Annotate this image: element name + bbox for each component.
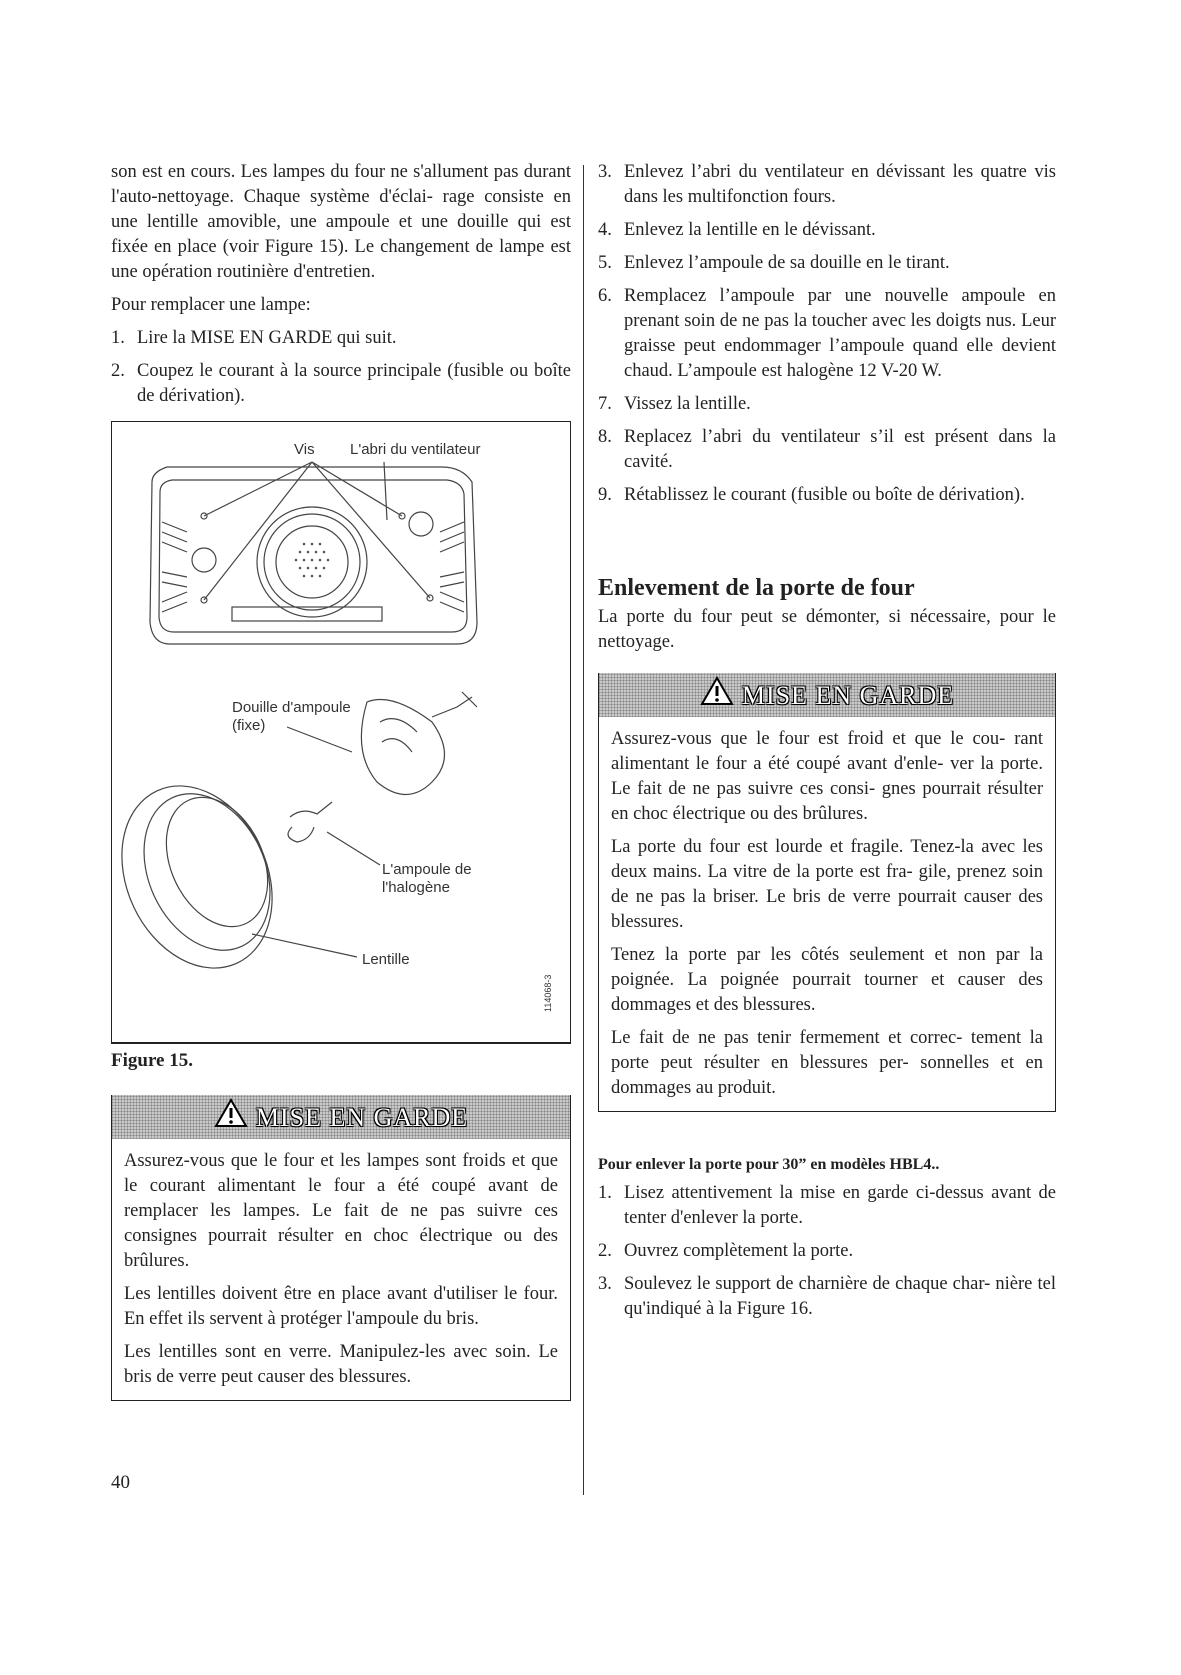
step-text: Enlevez l’abri du ventilateur en dévissant les quatre vis dans les multifonction fours. bbox=[624, 162, 1056, 207]
step-text: Enlevez l’ampoule de sa douille en le tirant. bbox=[624, 253, 950, 273]
step-text: Replacez l’abri du ventilateur s’il est présent dans la cavité. bbox=[624, 427, 1056, 472]
step-number: 3. bbox=[598, 1274, 612, 1294]
step-number: 3. bbox=[598, 162, 612, 182]
door-steps-list bbox=[598, 1181, 1056, 1322]
warning-title: MISE EN GARDE bbox=[255, 1102, 469, 1132]
step-number: 5. bbox=[598, 253, 612, 273]
step-number: 1. bbox=[111, 328, 125, 348]
lamp-steps-continued-list bbox=[598, 160, 1056, 508]
warning-banner bbox=[599, 673, 1055, 717]
warning-body bbox=[112, 1139, 570, 1400]
list-item bbox=[598, 1272, 1056, 1322]
page-number: 40 bbox=[111, 1472, 130, 1493]
label-bulb-2: l'halogène bbox=[382, 879, 450, 896]
label-bulb-1: L'ampoule de bbox=[382, 861, 472, 878]
warning-paragraph: Les lentilles sont en verre. Manipulez-les avec soin. Le bris de verre peut causer des blessures. bbox=[124, 1342, 558, 1387]
figure-caption: Figure 15. bbox=[111, 1050, 193, 1071]
part-number: 114068-3 bbox=[543, 974, 553, 1012]
list-item bbox=[598, 1181, 1056, 1231]
warning-title: MISE EN GARDE bbox=[741, 680, 955, 710]
figure-15-box bbox=[111, 421, 571, 1044]
step-text: Soulevez le support de charnière de chaque char- nière tel qu'indiqué à la Figure 16. bbox=[624, 1274, 1056, 1319]
warning-paragraph: Le fait de ne pas tenir fermement et correc- tement la porte peut résulter en blessures per- sonnelles et en dommages au produit. bbox=[611, 1028, 1043, 1098]
list-item bbox=[598, 483, 1056, 508]
label-vis: Vis bbox=[294, 441, 315, 458]
right-column bbox=[598, 160, 1056, 1330]
warning-body bbox=[599, 717, 1055, 1111]
section-intro: La porte du four peut se démonter, si nécessaire, pour le nettoyage. bbox=[598, 607, 1056, 652]
step-number: 8. bbox=[598, 427, 612, 447]
step-text: Coupez le courant à la source principale (fusible ou boîte de dérivation). bbox=[137, 361, 571, 406]
list-item bbox=[598, 1239, 1056, 1264]
fan-cover-drawing bbox=[257, 507, 367, 617]
step-number: 6. bbox=[598, 286, 612, 306]
warning-triangle-icon bbox=[700, 676, 734, 714]
step-text: Remplacez l’ampoule par une nouvelle ampoule en prenant soin de ne pas la toucher avec les doigts nus. Leur graisse peut endommager l’ampoule quand elle devient chaud. L’ampoule est halogène 12 V-20 W. bbox=[624, 286, 1056, 381]
section-title: Enlevement de la porte de four bbox=[598, 575, 915, 601]
warning-triangle-icon bbox=[214, 1098, 248, 1136]
step-text: Ouvrez complètement la porte. bbox=[624, 1241, 854, 1261]
warning-paragraph: Assurez-vous que le four et les lampes sont froids et que le courant alimentant le four a été coupé avant de remplacer les lampes. Le fait de ne pas suivre ces consignes pourrait résulter en choc électrique ou des brûlures. bbox=[124, 1151, 558, 1271]
step-number: 9. bbox=[598, 485, 612, 505]
label-lens: Lentille bbox=[362, 951, 410, 968]
left-column bbox=[111, 160, 571, 1401]
step-text: Lisez attentivement la mise en garde ci-dessus avant de tenter d'enlever la porte. bbox=[624, 1183, 1056, 1228]
step-text: Lire la MISE EN GARDE qui suit. bbox=[137, 328, 397, 348]
warning-box-door bbox=[598, 673, 1056, 1112]
step-number: 7. bbox=[598, 394, 612, 414]
step-text: Rétablissez le courant (fusible ou boîte de dérivation). bbox=[624, 485, 1025, 505]
lead-paragraph: Pour remplacer une lampe: bbox=[111, 295, 311, 315]
list-item bbox=[598, 160, 1056, 210]
label-socket-1: Douille d'ampoule bbox=[232, 699, 351, 716]
list-item bbox=[598, 425, 1056, 475]
step-text: Enlevez la lentille en le dévissant. bbox=[624, 220, 876, 240]
list-item bbox=[598, 218, 1056, 243]
oven-lamp-illustration bbox=[112, 422, 570, 1042]
label-socket-2: (fixe) bbox=[232, 717, 266, 734]
step-number: 1. bbox=[598, 1183, 612, 1203]
subheading-door-removal: Pour enlever la porte pour 30” en modèles HBL4.. bbox=[598, 1156, 940, 1173]
step-number: 2. bbox=[111, 361, 125, 381]
list-item bbox=[111, 359, 571, 409]
warning-paragraph: Les lentilles doivent être en place avant d'utiliser le four. En effet ils servent à protéger l'ampoule du bris. bbox=[124, 1284, 558, 1329]
warning-paragraph: La porte du four est lourde et fragile. Tenez-la avec les deux mains. La vitre de la porte est fra- gile, prenez soin de ne pas la briser. Le bris de verre pourrait causer des blessures. bbox=[611, 837, 1043, 932]
list-item bbox=[111, 326, 571, 351]
list-item bbox=[598, 284, 1056, 384]
step-number: 4. bbox=[598, 220, 612, 240]
warning-box-lamps bbox=[111, 1095, 571, 1401]
list-item bbox=[598, 251, 1056, 276]
step-number: 2. bbox=[598, 1241, 612, 1261]
intro-paragraph: son est en cours. Les lampes du four ne s'allument pas durant l'auto-nettoyage. Chaque système d'éclai- rage consiste en une lentille amovible, une ampoule et une douille qui est fixée en place (voir Figure 15). Le changement de lampe est une opération routinière d'entretien. bbox=[111, 162, 571, 282]
warning-paragraph: Tenez la porte par les côtés seulement et non par la poignée. La poignée pourrait tourner et causer des dommages et des blessures. bbox=[611, 945, 1043, 1015]
halogen-bulb-drawing bbox=[288, 802, 332, 842]
column-divider bbox=[583, 165, 584, 1495]
warning-paragraph: Assurez-vous que le four est froid et que le cou- rant alimentant le four a été coupé avant d'enle- ver la porte. Le fait de ne pas suivre ces consi- gnes pourrait résulter en choc électrique ou des brûlures. bbox=[611, 729, 1043, 824]
list-item bbox=[598, 392, 1056, 417]
warning-banner bbox=[112, 1095, 570, 1139]
lamp-steps-list bbox=[111, 326, 571, 409]
label-fan-cover: L'abri du ventilateur bbox=[350, 441, 481, 458]
step-text: Vissez la lentille. bbox=[624, 394, 751, 414]
lamp-socket-drawing bbox=[361, 700, 444, 795]
